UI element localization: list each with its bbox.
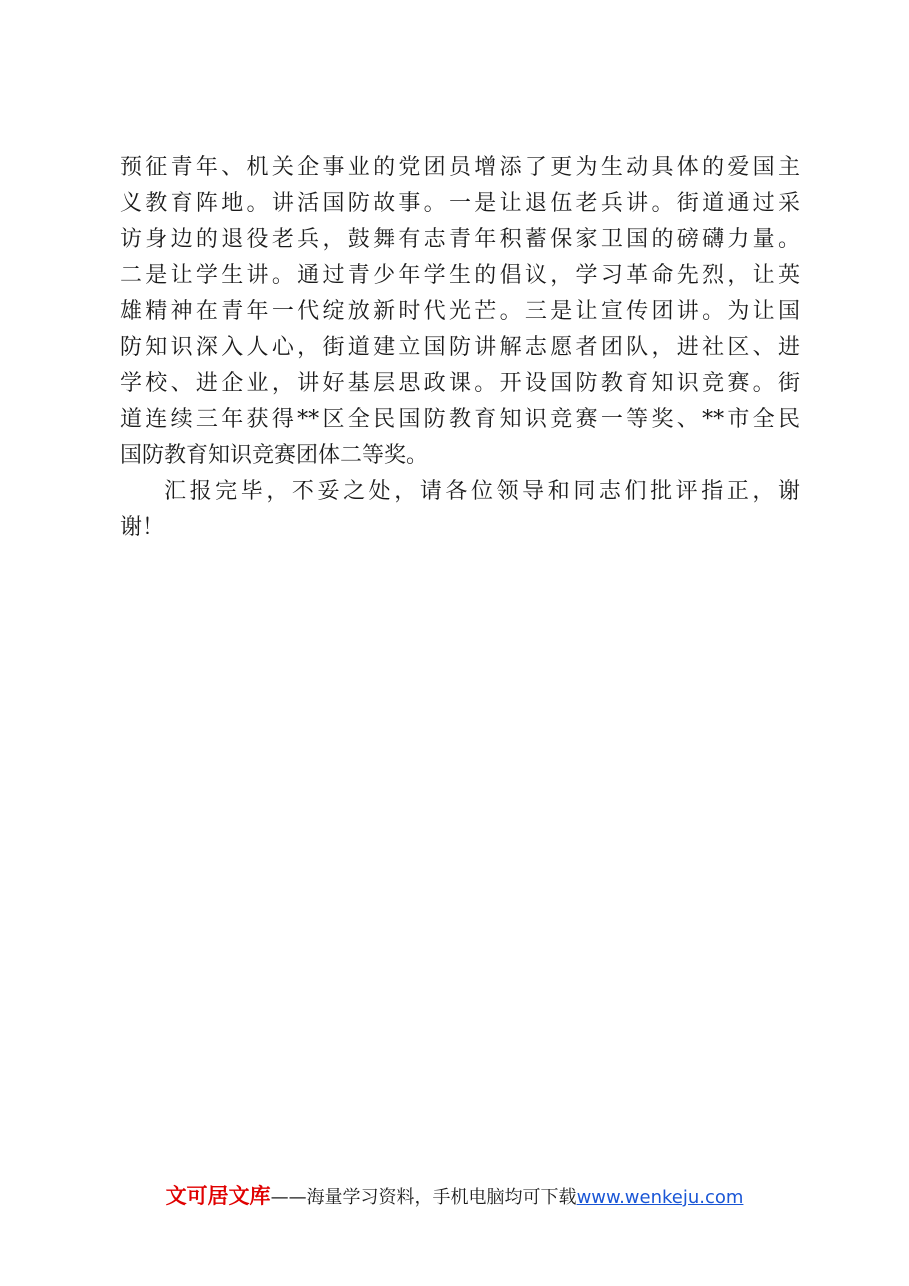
- website-link[interactable]: www.wenkeju.com: [576, 1187, 744, 1208]
- brand-name: 文可居文库: [165, 1184, 271, 1208]
- text-line: 二是让学生讲。通过青少年学生的倡议，学习革命先烈，让英: [120, 263, 800, 288]
- text-line: 道连续三年获得**区全民国防教育知识竞赛一等奖、**市全民: [120, 407, 800, 432]
- text-line: 雄精神在青年一代绽放新时代光芒。三是让宣传团讲。为让国: [120, 299, 800, 324]
- text-line: 防知识深入人心，街道建立国防讲解志愿者团队，进社区、进: [120, 335, 800, 360]
- paragraph-1: [120, 150, 800, 474]
- document-body: [120, 150, 800, 546]
- text-line: 国防教育知识竞赛团体二等奖。: [120, 443, 429, 468]
- text-line: 预征青年、机关企事业的党团员增添了更为生动具体的爱国主: [120, 155, 800, 180]
- text-line: 访身边的退役老兵，鼓舞有志青年积蓄保家卫国的磅礴力量。: [120, 227, 800, 252]
- footer-banner: [0, 1182, 909, 1212]
- footer-tagline: ——海量学习资料，手机电脑均可下载: [270, 1187, 577, 1208]
- text-line: 学校、进企业，讲好基层思政课。开设国防教育知识竞赛。街: [120, 371, 800, 396]
- paragraph-2: [120, 474, 800, 546]
- text-line: 义教育阵地。讲活国防故事。一是让退伍老兵讲。街道通过采: [120, 191, 800, 216]
- text-line: 汇报完毕，不妥之处，请各位领导和同志们批评指正，谢: [164, 479, 800, 504]
- text-line: 谢！: [120, 515, 165, 540]
